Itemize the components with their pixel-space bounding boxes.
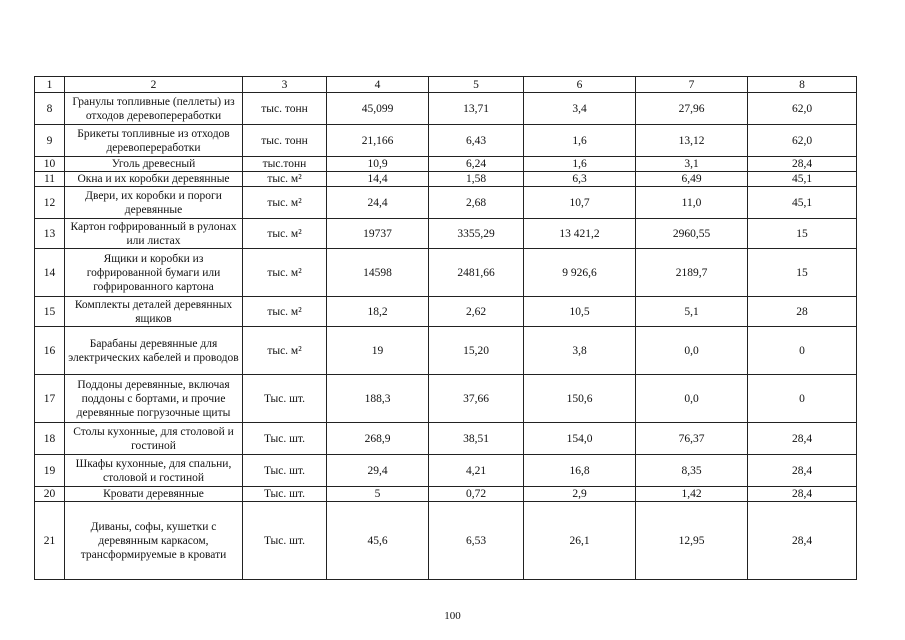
table-cell: 45,1 (748, 187, 857, 219)
table-row (35, 125, 857, 157)
table-cell: 0 (748, 327, 857, 375)
table-cell: 12 (35, 187, 65, 219)
table-cell: 2960,55 (636, 219, 748, 249)
table-cell: 5,1 (636, 297, 748, 327)
table-cell: 24,4 (327, 187, 429, 219)
table-cell: 18 (35, 423, 65, 455)
table-cell: 9 (35, 125, 65, 157)
header-cell: 4 (327, 77, 429, 93)
table-cell: 6,3 (524, 172, 636, 187)
table-cell: 8,35 (636, 455, 748, 487)
table-cell: тыс. м² (243, 187, 327, 219)
table-cell: 2189,7 (636, 249, 748, 297)
table-cell: Гранулы топливные (пеллеты) из отходов деревопереработки (65, 93, 243, 125)
table-cell: тыс. м² (243, 219, 327, 249)
table-cell: 6,43 (429, 125, 524, 157)
table-cell: 0,0 (636, 375, 748, 423)
header-cell: 3 (243, 77, 327, 93)
table-cell: 150,6 (524, 375, 636, 423)
table-cell: тыс. м² (243, 297, 327, 327)
table-row (35, 502, 857, 580)
table-cell: Тыс. шт. (243, 375, 327, 423)
table-cell: 28,4 (748, 157, 857, 172)
table-cell: Тыс. шт. (243, 487, 327, 502)
header-cell: 2 (65, 77, 243, 93)
table-cell: 6,53 (429, 502, 524, 580)
table-cell: 45,099 (327, 93, 429, 125)
table-cell: 1,42 (636, 487, 748, 502)
table-cell: 0 (748, 375, 857, 423)
table-cell: 2481,66 (429, 249, 524, 297)
table-cell: 5 (327, 487, 429, 502)
table-cell: 10,7 (524, 187, 636, 219)
page-number: 100 (444, 610, 461, 622)
header-cell: 6 (524, 77, 636, 93)
header-cell: 8 (748, 77, 857, 93)
table-cell: 26,1 (524, 502, 636, 580)
table-cell: 2,62 (429, 297, 524, 327)
table-row (35, 187, 857, 219)
table-row (35, 93, 857, 125)
table-cell: 188,3 (327, 375, 429, 423)
table-cell: Двери, их коробки и пороги деревянные (65, 187, 243, 219)
table-cell: Барабаны деревянные для электрических кабелей и проводов (65, 327, 243, 375)
table-cell: тыс. тонн (243, 93, 327, 125)
table-cell: Брикеты топливные из отходов деревопереработки (65, 125, 243, 157)
table-body (35, 93, 857, 580)
table-cell: тыс. м² (243, 172, 327, 187)
table-cell: 45,6 (327, 502, 429, 580)
table-cell: 13,12 (636, 125, 748, 157)
table-cell: Тыс. шт. (243, 423, 327, 455)
table-cell: тыс. м² (243, 327, 327, 375)
table-cell: 3355,29 (429, 219, 524, 249)
table-cell: Окна и их коробки деревянные (65, 172, 243, 187)
table-cell: 19737 (327, 219, 429, 249)
table-cell: 13,71 (429, 93, 524, 125)
table-cell: 10,5 (524, 297, 636, 327)
table-cell: 17 (35, 375, 65, 423)
table-cell: 14598 (327, 249, 429, 297)
table-cell: 28,4 (748, 502, 857, 580)
table-cell: 20 (35, 487, 65, 502)
table-cell: Комплекты деталей деревянных ящиков (65, 297, 243, 327)
table-cell: 2,9 (524, 487, 636, 502)
table-cell: Поддоны деревянные, включая поддоны с бортами, и прочие деревянные погрузочные щиты (65, 375, 243, 423)
table-cell: 6,24 (429, 157, 524, 172)
table-cell: 21,166 (327, 125, 429, 157)
header-cell: 7 (636, 77, 748, 93)
table-cell: 27,96 (636, 93, 748, 125)
table-cell: 10,9 (327, 157, 429, 172)
table-cell: 0,0 (636, 327, 748, 375)
table-cell: 16 (35, 327, 65, 375)
table-cell: 28,4 (748, 423, 857, 455)
header-cell: 5 (429, 77, 524, 93)
table-cell: 1,58 (429, 172, 524, 187)
table-cell: 16,8 (524, 455, 636, 487)
table-cell: 62,0 (748, 125, 857, 157)
header-cell: 1 (35, 77, 65, 93)
table-row (35, 172, 857, 187)
table-cell: 3,4 (524, 93, 636, 125)
table-cell: Столы кухонные, для столовой и гостиной (65, 423, 243, 455)
table-cell: 15,20 (429, 327, 524, 375)
table-cell: 28,4 (748, 455, 857, 487)
table-header-row (35, 77, 857, 93)
table-cell: 13 (35, 219, 65, 249)
table-cell: Тыс. шт. (243, 502, 327, 580)
table-cell: тыс.тонн (243, 157, 327, 172)
table-cell: 10 (35, 157, 65, 172)
table-cell: 14,4 (327, 172, 429, 187)
table-cell: 19 (35, 455, 65, 487)
table-cell: Диваны, софы, кушетки с деревянным каркасом, трансформируемые в кровати (65, 502, 243, 580)
table-cell: 4,21 (429, 455, 524, 487)
table-cell: 15 (748, 219, 857, 249)
table-cell: 154,0 (524, 423, 636, 455)
table-cell: 1,6 (524, 157, 636, 172)
table-cell: 3,1 (636, 157, 748, 172)
table-cell: 45,1 (748, 172, 857, 187)
table-cell: 21 (35, 502, 65, 580)
table-row (35, 487, 857, 502)
data-table (34, 76, 857, 580)
table-cell: 29,4 (327, 455, 429, 487)
table-row (35, 327, 857, 375)
table-cell: 9 926,6 (524, 249, 636, 297)
table-row (35, 455, 857, 487)
table-cell: Ящики и коробки из гофрированной бумаги или гофрированного картона (65, 249, 243, 297)
table-cell: 12,95 (636, 502, 748, 580)
table-cell: 8 (35, 93, 65, 125)
table-row (35, 219, 857, 249)
table-cell: 38,51 (429, 423, 524, 455)
table-cell: 1,6 (524, 125, 636, 157)
table-cell: 14 (35, 249, 65, 297)
table-cell: 13 421,2 (524, 219, 636, 249)
table-cell: тыс. тонн (243, 125, 327, 157)
table-cell: 2,68 (429, 187, 524, 219)
table-cell: 0,72 (429, 487, 524, 502)
table-cell: 15 (748, 249, 857, 297)
table-cell: Кровати деревянные (65, 487, 243, 502)
table-cell: 268,9 (327, 423, 429, 455)
table-cell: 28 (748, 297, 857, 327)
table-cell: Картон гофрированный в рулонах или листах (65, 219, 243, 249)
table-cell: 11,0 (636, 187, 748, 219)
table-cell: 37,66 (429, 375, 524, 423)
table-cell: 15 (35, 297, 65, 327)
table-cell: Шкафы кухонные, для спальни, столовой и гостиной (65, 455, 243, 487)
table-row (35, 249, 857, 297)
table-cell: 6,49 (636, 172, 748, 187)
table-cell: тыс. м² (243, 249, 327, 297)
table-row (35, 375, 857, 423)
table-cell: Уголь древесный (65, 157, 243, 172)
table-cell: 19 (327, 327, 429, 375)
table-cell: Тыс. шт. (243, 455, 327, 487)
table-cell: 28,4 (748, 487, 857, 502)
table-cell: 76,37 (636, 423, 748, 455)
table-row (35, 297, 857, 327)
table-cell: 11 (35, 172, 65, 187)
table-cell: 3,8 (524, 327, 636, 375)
table-row (35, 157, 857, 172)
table-row (35, 423, 857, 455)
table-cell: 62,0 (748, 93, 857, 125)
table-cell: 18,2 (327, 297, 429, 327)
